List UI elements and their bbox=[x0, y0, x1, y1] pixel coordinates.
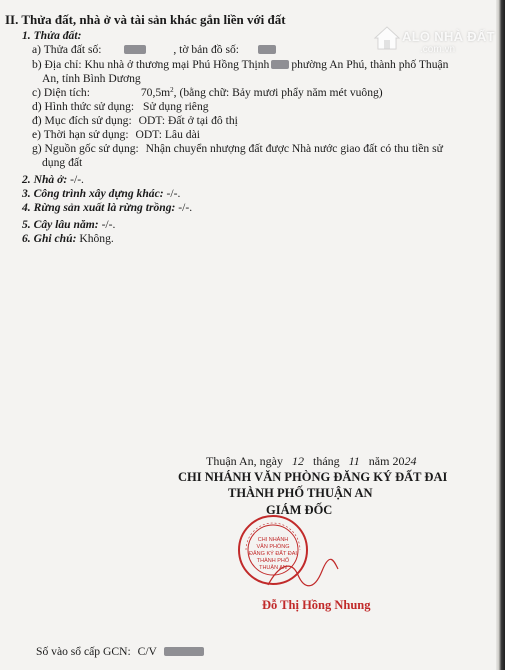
svg-text:ĐĂNG KÝ ĐẤT ĐAI: ĐĂNG KÝ ĐẤT ĐAI bbox=[249, 551, 297, 557]
area-text: , (bằng chữ: Bảy mươi phẩy năm mét vuông) bbox=[173, 86, 383, 99]
page-edge bbox=[496, 0, 505, 670]
usage-origin-row bbox=[32, 142, 443, 155]
watermark-domain: .com.vn bbox=[420, 44, 456, 55]
month-label: tháng bbox=[313, 454, 340, 468]
registry-number-prefix: C/V bbox=[137, 645, 157, 658]
perennial-value: -/-. bbox=[101, 218, 116, 231]
house-icon bbox=[372, 22, 402, 52]
svg-text:VĂN PHÒNG: VĂN PHÒNG bbox=[256, 544, 290, 550]
address-redacted bbox=[271, 60, 289, 69]
usage-origin-value-2: dụng đất bbox=[42, 156, 83, 169]
house-label: 2. Nhà ở: bbox=[22, 173, 68, 186]
usage-origin-value-1: Nhận chuyển nhượng đất được Nhà nước giao đất có thu tiền sử bbox=[145, 142, 443, 155]
usage-term-value: ODT: Lâu dài bbox=[135, 128, 200, 141]
usage-term-label: e) Thời hạn sử dụng: bbox=[32, 128, 129, 141]
perennial-row bbox=[22, 218, 115, 231]
house-value: -/-. bbox=[70, 173, 84, 186]
house-row bbox=[22, 173, 84, 186]
sign-month: 11 bbox=[348, 454, 360, 468]
other-construction-value: -/-. bbox=[166, 187, 181, 200]
usage-form-label: d) Hình thức sử dụng: bbox=[32, 100, 135, 113]
registry-number-row bbox=[36, 645, 204, 658]
area-row bbox=[32, 86, 383, 99]
usage-purpose-row bbox=[32, 114, 238, 127]
sign-day: 12 bbox=[292, 454, 304, 468]
address-text-1: Khu nhà ở thương mại Phú Hồng Thịnh bbox=[84, 58, 270, 71]
other-construction-row bbox=[22, 187, 180, 200]
place-date-label: Thuận An, ngày bbox=[206, 454, 283, 468]
usage-purpose-value: ODT: Đất ở tại đô thị bbox=[138, 114, 238, 127]
plot-number-row bbox=[32, 43, 276, 56]
forest-label: 4. Rừng sản xuất là rừng trồng: bbox=[22, 201, 176, 214]
signer-role: GIÁM ĐỐC bbox=[266, 503, 333, 517]
forest-row bbox=[22, 201, 192, 214]
office-name-1: CHI NHÁNH VĂN PHÒNG ĐĂNG KÝ ĐẤT ĐAI bbox=[178, 470, 448, 484]
forest-value: -/-. bbox=[178, 201, 193, 214]
other-construction-label: 3. Công trình xây dựng khác: bbox=[22, 187, 164, 200]
watermark-brand: ALO NHÀ ĐẤT bbox=[402, 29, 495, 44]
signing-date bbox=[206, 454, 416, 469]
svg-text:THUẬN AN: THUẬN AN bbox=[259, 565, 287, 571]
address-text-2: phường An Phú, thành phố Thuận bbox=[291, 58, 449, 71]
area-sup: 2 bbox=[170, 86, 174, 94]
note-label: 6. Ghi chú: bbox=[22, 232, 77, 245]
area-label: c) Diện tích: bbox=[32, 86, 90, 99]
year-label: năm 20 bbox=[368, 454, 405, 468]
land-plot-title: 1. Thửa đất: bbox=[22, 29, 82, 42]
signer-name: Đỗ Thị Hồng Nhung bbox=[262, 598, 371, 612]
office-name-2: THÀNH PHỐ THUẬN AN bbox=[228, 486, 373, 500]
usage-form-row bbox=[32, 100, 209, 113]
address-label: b) Địa chỉ: bbox=[32, 58, 82, 71]
sign-year: 24 bbox=[404, 454, 417, 468]
registry-number-label: Số vào sổ cấp GCN: bbox=[36, 645, 131, 658]
usage-form-value: Sử dụng riêng bbox=[143, 100, 209, 113]
svg-text:THÀNH PHỐ: THÀNH PHỐ bbox=[256, 558, 290, 564]
usage-term-row bbox=[32, 128, 200, 141]
watermark-logo bbox=[372, 16, 497, 60]
address-text-3: An, tỉnh Bình Dương bbox=[42, 72, 141, 85]
usage-purpose-label: đ) Mục đích sử dụng: bbox=[32, 114, 132, 127]
svg-text:CHI NHÁNH: CHI NHÁNH bbox=[257, 537, 289, 543]
note-row bbox=[22, 232, 114, 245]
section-heading: II. Thửa đất, nhà ở và tài sản khác gắn liền với đất bbox=[5, 12, 286, 27]
map-sheet-redacted bbox=[258, 45, 276, 54]
handwritten-signature bbox=[262, 555, 342, 595]
note-value: Không. bbox=[79, 232, 114, 245]
plot-number-redacted bbox=[124, 45, 146, 54]
map-sheet-label: , tờ bản đồ số: bbox=[173, 43, 240, 56]
plot-number-label: a) Thửa đất số: bbox=[32, 43, 102, 56]
registry-number-redacted bbox=[164, 647, 204, 656]
usage-origin-label: g) Nguồn gốc sử dụng: bbox=[32, 142, 139, 155]
area-value: 70,5m bbox=[140, 86, 171, 99]
perennial-label: 5. Cây lâu năm: bbox=[22, 218, 99, 231]
